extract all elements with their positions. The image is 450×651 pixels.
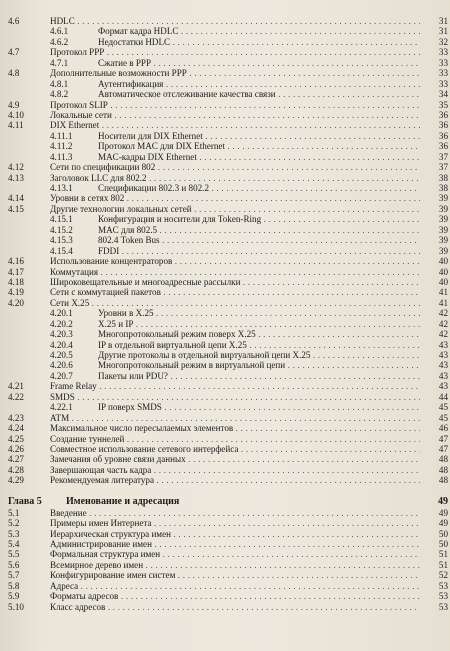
toc-entry-page-number: 47 — [438, 433, 448, 444]
toc-entry — [8, 37, 448, 47]
toc-entry-page-number: 45 — [438, 412, 448, 423]
toc-entry — [8, 371, 448, 381]
toc-entry-page-number: 48 — [438, 475, 448, 486]
toc-entry-title-wrap — [50, 277, 420, 287]
toc-entry-page-number: 50 — [438, 539, 448, 549]
toc-entry — [8, 350, 448, 360]
toc-entry — [8, 508, 448, 518]
toc-entry-title: Сжатие в PPP . . . — [98, 58, 420, 68]
toc-entry-title: Пакеты или PDU? . . . — [98, 371, 420, 381]
toc-entry-title-wrap — [50, 529, 420, 539]
chapter-gap — [8, 486, 448, 495]
toc-entry-title: Протокол MAC для DIX Ethernet . . . — [98, 141, 420, 151]
toc-entry-number: 4.19 — [8, 287, 24, 298]
toc-entry-title-wrap — [98, 152, 420, 162]
toc-entry-page-number: 45 — [438, 402, 448, 413]
toc-entry-title-wrap — [50, 423, 420, 433]
toc-entry-number: 4.11 — [8, 120, 24, 131]
toc-entry-title-wrap — [50, 549, 420, 559]
toc-entry-title-wrap — [98, 89, 420, 99]
toc-entry — [8, 256, 448, 266]
toc-entry-title: IP поверх SMDS . . . — [98, 402, 420, 412]
toc-entry-page-number: 36 — [438, 130, 448, 141]
toc-entry-title: Адреса . . . — [50, 581, 420, 591]
toc-entry-title: Примеры имен Интернета . . . — [50, 518, 420, 528]
toc-entry-page-number: 41 — [438, 297, 448, 308]
toc-entry-title-wrap — [98, 141, 420, 151]
toc-entry-page-number: 51 — [438, 549, 448, 560]
toc-entry-title: Локальные сети . . . — [50, 110, 420, 120]
toc-entry-title: Иерархическая структура имен . . . — [50, 529, 420, 539]
toc-entry-page-number: 52 — [438, 570, 448, 581]
toc-entry-number: 5.2 — [8, 518, 20, 529]
toc-entry-title-wrap — [50, 444, 420, 454]
toc-entry-title-wrap — [98, 58, 420, 68]
toc-entry-number: 5.8 — [8, 580, 20, 591]
toc-entry-number: 5.10 — [8, 601, 24, 612]
toc-entry-title: IP в отдельной виртуальной цепи X.25 . . . — [98, 340, 420, 350]
toc-entry-number: 4.27 — [8, 454, 24, 465]
toc-entry-title-wrap — [50, 287, 420, 297]
toc-entry-title-wrap — [50, 204, 420, 214]
toc-entry-title-wrap — [98, 319, 420, 329]
toc-entry-title-wrap — [50, 591, 420, 601]
toc-entry-page-number: 49 — [438, 507, 448, 518]
toc-entry — [8, 475, 448, 485]
toc-entry — [8, 79, 448, 89]
toc-entry-page-number: 48 — [438, 454, 448, 465]
toc-entry-title: Многопротокольный режим в виртуальной цепи . . . — [98, 360, 420, 370]
toc-entry-title-wrap — [50, 581, 420, 591]
toc-entry-number: 4.15.2 — [50, 224, 73, 235]
chapter-title: Именование и адресация — [66, 495, 180, 507]
toc-entry-title-wrap — [98, 183, 420, 193]
toc-entry — [8, 602, 448, 612]
toc-entry-title-wrap — [98, 26, 420, 36]
toc-entry — [8, 402, 448, 412]
toc-entry-page-number: 41 — [438, 287, 448, 298]
toc-entry-title: Сети с коммутацией пакетов . . . — [50, 287, 420, 297]
toc-entry-page-number: 49 — [438, 518, 448, 529]
toc-entry — [8, 193, 448, 203]
toc-entry-title: Многопротокольный режим поверх X.25 . . . — [98, 329, 420, 339]
toc-entry-number: 5.7 — [8, 570, 20, 581]
toc-entry-page-number: 37 — [438, 151, 448, 162]
toc-entry-page-number: 36 — [438, 120, 448, 131]
toc-entry-title: Форматы адресов . . . — [50, 591, 420, 601]
toc-entry-number: 4.7 — [8, 47, 20, 58]
toc-entry-page-number: 53 — [438, 591, 448, 602]
toc-entry-number: 4.17 — [8, 266, 24, 277]
toc-entry-number: 4.13.1 — [50, 183, 73, 193]
toc-entry-number: 4.25 — [8, 433, 24, 444]
toc-entry — [8, 204, 448, 214]
toc-entry-title-wrap — [50, 508, 420, 518]
toc-entry-number: 4.21 — [8, 381, 24, 392]
toc-entry-number: 4.23 — [8, 412, 24, 423]
table-of-contents — [8, 16, 448, 612]
toc-entry-number: 4.11.3 — [50, 151, 73, 162]
toc-entry-number: 4.15.3 — [50, 235, 73, 246]
toc-entry-number: 4.20.6 — [50, 360, 73, 371]
toc-entry-title: Заголовок LLC для 802.2 . . . — [50, 173, 420, 183]
toc-entry-title-wrap — [50, 162, 420, 172]
toc-entry-page-number: 42 — [438, 329, 448, 340]
toc-entry-title: Всемирное дерево имен . . . — [50, 560, 420, 570]
toc-entry-page-number: 38 — [438, 183, 448, 193]
toc-entry-number: 4.24 — [8, 423, 24, 434]
toc-entry-page-number: 39 — [438, 214, 448, 225]
toc-entry-number: 4.15.4 — [50, 245, 73, 256]
toc-entry — [8, 392, 448, 402]
toc-entry-page-number: 51 — [438, 559, 448, 570]
toc-entry — [8, 214, 448, 224]
toc-entry-title: DIX Ethernet . . . — [50, 120, 420, 130]
toc-entry-page-number: 44 — [438, 391, 448, 402]
toc-entry-number: 4.20.3 — [50, 329, 73, 340]
toc-entry-title-wrap — [50, 570, 420, 580]
toc-entry-title: Конфигурация и носители для Token-Ring . . . — [98, 214, 420, 224]
toc-entry-page-number: 42 — [438, 308, 448, 319]
toc-entry — [8, 319, 448, 329]
toc-entry — [8, 287, 448, 297]
toc-entry-page-number: 50 — [438, 528, 448, 539]
toc-entry-title: Администрирование имен . . . — [50, 539, 420, 549]
toc-entry — [8, 340, 448, 350]
toc-entry-page-number: 36 — [438, 109, 448, 120]
toc-entry-title-wrap — [50, 475, 420, 485]
toc-entry-title-wrap — [50, 100, 420, 110]
toc-entry-title: Спецификации 802.3 и 802.2 . . . — [98, 183, 420, 193]
toc-entry-title: Использование концентраторов . . . — [50, 256, 420, 266]
toc-entry — [8, 413, 448, 423]
toc-entry-number: 5.4 — [8, 539, 20, 549]
toc-entry-title: 802.4 Token Bus . . . — [98, 235, 420, 245]
toc-entry — [8, 518, 448, 528]
toc-entry-number: 4.8.1 — [50, 78, 69, 89]
toc-entry-page-number: 37 — [438, 162, 448, 173]
toc-entry — [8, 308, 448, 318]
toc-entry-number: 4.20 — [8, 297, 24, 308]
toc-entry-number: 4.28 — [8, 464, 24, 475]
toc-chapter-5-section — [8, 508, 448, 612]
toc-entry-title: Формальная структура имен . . . — [50, 549, 420, 559]
toc-entry-number: 4.20.2 — [50, 318, 73, 329]
toc-entry-title: Замечания об уровне связи данных . . . — [50, 454, 420, 464]
toc-entry — [8, 225, 448, 235]
toc-chapter-4-section — [8, 16, 448, 486]
toc-entry-title: SMDS . . . — [50, 392, 420, 402]
toc-entry — [8, 141, 448, 151]
toc-entry-page-number: 48 — [438, 464, 448, 475]
toc-entry-page-number: 42 — [438, 318, 448, 329]
toc-entry-number: 4.26 — [8, 443, 24, 454]
toc-entry-page-number: 31 — [438, 26, 448, 37]
toc-entry — [8, 183, 448, 193]
toc-entry-number: 5.1 — [8, 507, 20, 518]
toc-entry-title-wrap — [50, 120, 420, 130]
toc-entry-number: 4.14 — [8, 193, 24, 204]
toc-entry — [8, 277, 448, 287]
toc-entry-title-wrap — [98, 37, 420, 47]
toc-entry-title: Введение . . . — [50, 508, 420, 518]
toc-entry-page-number: 31 — [438, 16, 448, 26]
toc-entry-title: Уровни в X.25 . . . — [98, 308, 420, 318]
toc-entry-title: Frame Relay . . . — [50, 381, 420, 391]
toc-entry-number: 4.6 — [8, 16, 20, 26]
toc-entry — [8, 529, 448, 539]
toc-entry-page-number: 36 — [438, 141, 448, 152]
toc-entry-title-wrap — [98, 308, 420, 318]
toc-entry-number: 4.10 — [8, 109, 24, 120]
toc-entry-number: 4.22 — [8, 391, 24, 402]
toc-entry-title: Дополнительные возможности PPP . . . — [50, 68, 420, 78]
toc-entry — [8, 58, 448, 68]
toc-entry-title-wrap — [50, 539, 420, 549]
toc-entry — [8, 246, 448, 256]
toc-entry-number: 4.29 — [8, 475, 24, 486]
toc-entry-page-number: 39 — [438, 235, 448, 246]
toc-entry-page-number: 39 — [438, 224, 448, 235]
toc-entry-title: Автоматическое отслеживание качества связи . . . — [98, 89, 420, 99]
toc-entry — [8, 560, 448, 570]
toc-entry-title-wrap — [50, 298, 420, 308]
toc-entry-title-wrap — [98, 350, 420, 360]
toc-entry — [8, 581, 448, 591]
toc-entry-page-number: 35 — [438, 99, 448, 110]
toc-entry-page-number: 47 — [438, 443, 448, 454]
toc-entry-title: MAC-кадры DIX Ethernet . . . — [98, 152, 420, 162]
toc-entry-title-wrap — [98, 340, 420, 350]
toc-entry — [8, 360, 448, 370]
toc-entry-number: 4.20.7 — [50, 370, 73, 381]
toc-entry-number: 4.15 — [8, 203, 24, 214]
toc-entry-page-number: 43 — [438, 370, 448, 381]
toc-entry-title: Класс адресов . . . — [50, 602, 420, 612]
toc-entry-title: Другие технологии локальных сетей . . . — [50, 204, 420, 214]
toc-entry-title: Другие протоколы в отдельной виртуальной цепи X.25 . . . — [98, 350, 420, 360]
toc-entry-title-wrap — [50, 392, 420, 402]
toc-entry-title: Создание туннелей . . . — [50, 434, 420, 444]
toc-entry-title-wrap — [50, 173, 420, 183]
toc-entry-title: Аутентификация . . . — [98, 79, 420, 89]
toc-entry-title-wrap — [50, 47, 420, 57]
toc-entry-number: 4.11.2 — [50, 141, 73, 152]
toc-entry-title-wrap — [50, 256, 420, 266]
toc-entry-page-number: 33 — [438, 57, 448, 68]
toc-entry-page-number: 34 — [438, 89, 448, 100]
toc-entry — [8, 465, 448, 475]
toc-entry — [8, 100, 448, 110]
toc-entry — [8, 26, 448, 36]
toc-entry-title-wrap — [98, 131, 420, 141]
toc-entry-title: MAC для 802.5 . . . — [98, 225, 420, 235]
toc-entry — [8, 454, 448, 464]
toc-entry-page-number: 40 — [438, 256, 448, 267]
toc-entry-number: 4.6.2 — [50, 36, 69, 47]
toc-entry-title: Рекомендуемая литература . . . — [50, 475, 420, 485]
toc-entry-page-number: 38 — [438, 172, 448, 183]
toc-entry-title: Сети по спецификации 802 . . . — [50, 162, 420, 172]
toc-entry-number: 5.9 — [8, 591, 20, 602]
toc-entry-page-number: 53 — [438, 580, 448, 591]
toc-entry-title: Коммутация . . . — [50, 267, 420, 277]
toc-entry-page-number: 53 — [438, 601, 448, 612]
toc-entry-number: 4.20.5 — [50, 350, 73, 360]
toc-entry-page-number: 32 — [438, 36, 448, 47]
toc-entry-title: Формат кадра HDLC . . . — [98, 26, 420, 36]
toc-entry-title: FDDI . . . — [98, 246, 420, 256]
toc-entry-page-number: 43 — [438, 350, 448, 360]
toc-entry-title-wrap — [98, 402, 420, 412]
toc-entry-title-wrap — [50, 381, 420, 391]
toc-entry-title: X.25 и IP . . . — [98, 319, 420, 329]
toc-entry-title: Максимальное число пересылаемых элементов . . . — [50, 423, 420, 433]
toc-entry — [8, 173, 448, 183]
toc-entry-title-wrap — [50, 602, 420, 612]
toc-entry-title-wrap — [98, 235, 420, 245]
toc-entry-number: 4.9 — [8, 99, 20, 110]
toc-entry — [8, 235, 448, 245]
toc-entry-title: Недостатки HDLC . . . — [98, 37, 420, 47]
toc-entry-page-number: 40 — [438, 276, 448, 287]
chapter-number: Глава 5 — [8, 495, 42, 507]
toc-entry-title: Конфигурирование имен систем . . . — [50, 570, 420, 580]
toc-entry-title-wrap — [98, 329, 420, 339]
toc-entry-page-number: 43 — [438, 339, 448, 350]
toc-entry-title-wrap — [50, 267, 420, 277]
toc-entry-number: 4.16 — [8, 256, 24, 267]
toc-entry-title-wrap — [50, 16, 420, 26]
toc-entry-number: 5.5 — [8, 549, 20, 560]
toc-entry-title: Уровни в сетях 802 . . . — [50, 193, 420, 203]
toc-entry-number: 5.6 — [8, 559, 20, 570]
toc-entry-number: 4.6.1 — [50, 26, 69, 37]
toc-entry-page-number: 46 — [438, 423, 448, 434]
toc-entry — [8, 89, 448, 99]
toc-entry-title-wrap — [50, 68, 420, 78]
toc-entry-page-number: 40 — [438, 266, 448, 277]
toc-entry-page-number: 33 — [438, 47, 448, 58]
toc-entry-title-wrap — [50, 193, 420, 203]
toc-entry-title-wrap — [98, 214, 420, 224]
toc-entry-number: 4.7.1 — [50, 57, 69, 68]
toc-entry — [8, 591, 448, 601]
toc-entry-page-number: 43 — [438, 381, 448, 392]
toc-entry-number: 4.20.4 — [50, 339, 73, 350]
toc-entry — [8, 539, 448, 549]
toc-entry-title: Сети X.25 . . . — [50, 298, 420, 308]
toc-entry-title-wrap — [50, 560, 420, 570]
toc-entry-title-wrap — [50, 465, 420, 475]
toc-entry — [8, 16, 448, 26]
toc-entry-number: 4.20.1 — [50, 308, 73, 319]
toc-entry — [8, 570, 448, 580]
toc-entry-title-wrap — [98, 246, 420, 256]
toc-entry-title-wrap — [98, 79, 420, 89]
toc-entry-number: 4.8 — [8, 68, 20, 79]
toc-entry — [8, 68, 448, 78]
toc-entry — [8, 110, 448, 120]
toc-entry — [8, 423, 448, 433]
toc-entry-number: 5.3 — [8, 528, 20, 539]
toc-entry-number: 4.8.2 — [50, 89, 69, 100]
toc-entry-title: Совместное использование сетевого интерфейса . . . — [50, 444, 420, 454]
toc-entry-number: 4.12 — [8, 162, 24, 173]
toc-entry-page-number: 39 — [438, 193, 448, 204]
toc-entry-title: Протокол SLIP . . . — [50, 100, 420, 110]
toc-entry-title-wrap — [98, 360, 420, 370]
toc-entry-number: 4.22.1 — [50, 402, 73, 413]
toc-entry-title-wrap — [50, 434, 420, 444]
toc-entry-page-number: 33 — [438, 68, 448, 79]
toc-entry-number: 4.18 — [8, 276, 24, 287]
toc-entry-page-number: 39 — [438, 203, 448, 214]
toc-entry — [8, 444, 448, 454]
toc-entry — [8, 120, 448, 130]
toc-entry-title-wrap — [50, 518, 420, 528]
toc-entry-title: Широковещательные и многоадресные рассылки . . . — [50, 277, 420, 287]
chapter-page-number: 49 — [438, 495, 448, 507]
toc-entry — [8, 152, 448, 162]
toc-entry — [8, 434, 448, 444]
toc-entry — [8, 162, 448, 172]
toc-entry-title-wrap — [98, 225, 420, 235]
toc-entry-title-wrap — [50, 110, 420, 120]
toc-entry-title: Завершающая часть кадра . . . — [50, 465, 420, 475]
toc-entry — [8, 549, 448, 559]
toc-entry — [8, 47, 448, 57]
toc-entry — [8, 131, 448, 141]
toc-entry-number: 4.11.1 — [50, 130, 73, 141]
toc-entry-title: Протокол PPP . . . — [50, 47, 420, 57]
toc-entry-title: ATM . . . — [50, 413, 420, 423]
toc-entry-title-wrap — [50, 454, 420, 464]
toc-entry-page-number: 43 — [438, 360, 448, 371]
toc-entry — [8, 298, 448, 308]
toc-entry-number: 4.15.1 — [50, 214, 73, 225]
toc-entry-title-wrap — [98, 371, 420, 381]
toc-entry-title: Носители для DIX Ethernet . . . — [98, 131, 420, 141]
toc-entry-page-number: 39 — [438, 245, 448, 256]
toc-entry — [8, 381, 448, 391]
toc-entry-title-wrap — [50, 413, 420, 423]
toc-entry-title: HDLC . . . — [50, 16, 420, 26]
toc-entry — [8, 329, 448, 339]
toc-entry — [8, 267, 448, 277]
toc-entry-page-number: 33 — [438, 78, 448, 89]
toc-entry-number: 4.13 — [8, 172, 24, 183]
chapter-heading — [8, 495, 448, 508]
